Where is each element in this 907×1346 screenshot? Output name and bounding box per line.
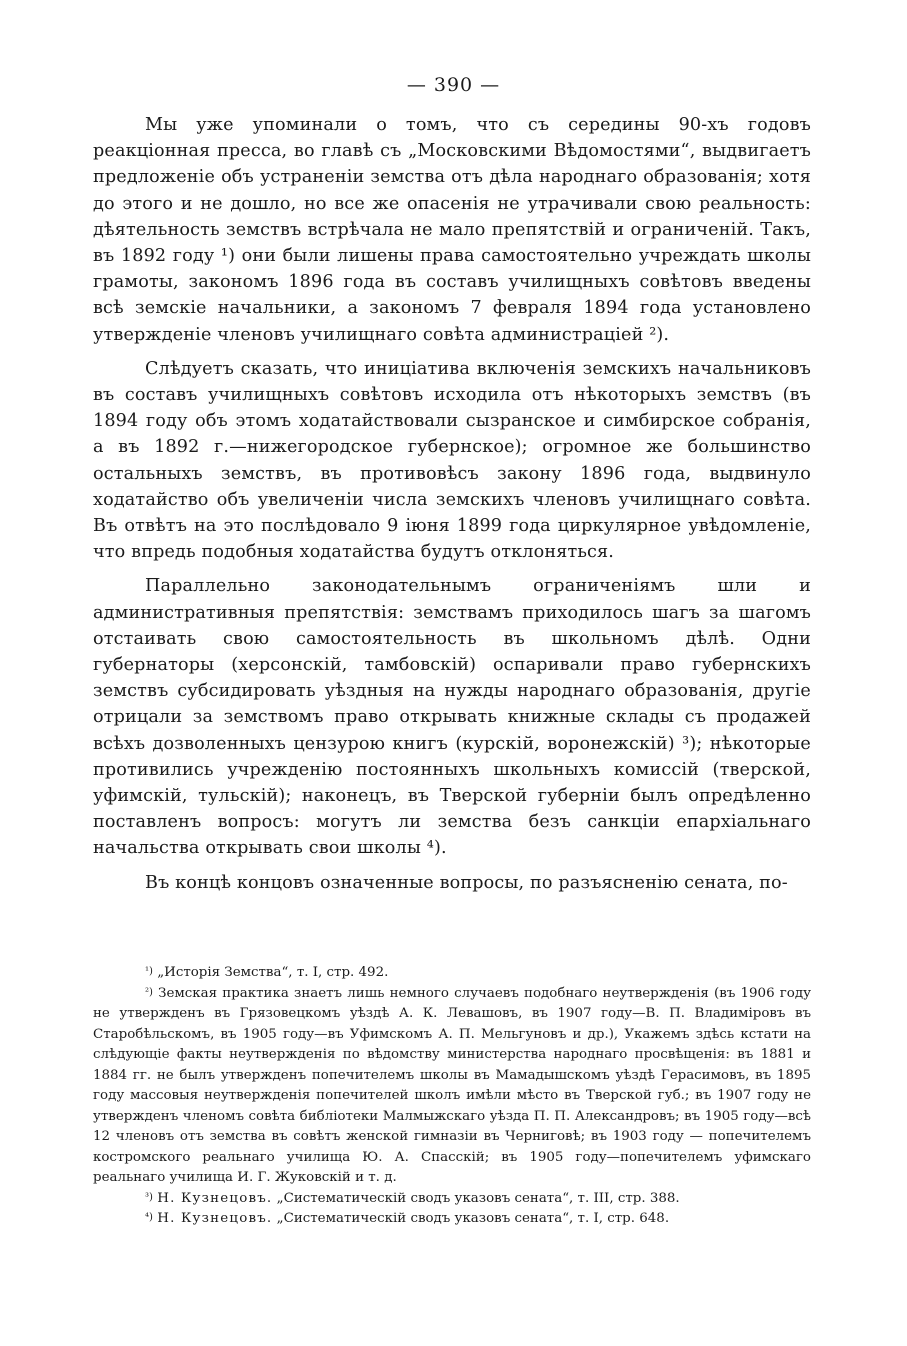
footnote-2 bbox=[93, 984, 811, 1189]
footnote-author: Н. Кузнецовъ. bbox=[157, 1211, 273, 1226]
footnote-1 bbox=[93, 963, 811, 984]
paragraph-2: Слѣдуетъ сказать, что иниціатива включенія земскихъ начальниковъ въ составъ училищныхъ совѣтовъ исходила отъ нѣкоторыхъ земствъ (въ 1894 году объ этомъ ходатайствовали сызранское и симбирское собранія, а въ 1892 г.—нижегородское губернское); огромное же большинство остальныхъ земствъ, въ противовѣсъ закону 1896 года, выдвинуло ходатайство объ увеличеніи числа земскихъ членовъ училищнаго совѣта. Въ отвѣтъ на это послѣдовало 9 іюня 1899 года циркулярное увѣдомленіе, что впредь подобныя ходатайства будутъ отклоняться. bbox=[93, 358, 811, 563]
footnote-mark: ³) bbox=[145, 1191, 153, 1203]
page-number: — 390 — bbox=[406, 74, 501, 96]
footnote-3 bbox=[93, 1189, 811, 1210]
footnote-text: „Систематическій сводъ указовъ сената“, т. III, стр. 388. bbox=[276, 1190, 680, 1206]
paragraph-3: Параллельно законодательнымъ ограниченіямъ шли и административныя препятствія: земствамъ приходилось шагъ за шагомъ отстаивать свою самостоятельность въ школьномъ дѣлѣ. Одни губернаторы (херсонскій, тамбовскій) оспаривали право губернскихъ земствъ субсидировать уѣздныя на нужды народнаго образованія, другіе отрицали за земствомъ право открывать книжные склады съ продажей всѣхъ дозволенныхъ цензурою книгъ (курскій, воронежскій) ³); нѣкоторые противились учрежденію постоянныхъ школьныхъ комиссій (тверской, уфимскій, тульскій); наконецъ, въ Тверской губерніи былъ опредѣленно поставленъ вопросъ: могутъ ли земства безъ санкціи епархіальнаго начальства открывать свои школы ⁴). bbox=[93, 576, 811, 859]
main-text bbox=[93, 112, 811, 904]
footnote-text: Земская практика знаетъ лишь немного случаевъ подобнаго неутвержденія (въ 1906 году не утвержденъ въ Грязовецкомъ уѣздѣ А. К. Левашовъ, въ 1907 году—В. П. Владиміровъ въ Старобѣльскомъ, въ 1905 году—въ Уфимскомъ А. П. Мельгуновъ и др.), Укажемъ здѣсь кстати на слѣдующіе факты неутвержденія по вѣдомству министерства народнаго просвѣщенія: въ 1881 и 1884 гг. не былъ утвержденъ попечителемъ школы въ Мамадышскомъ уѣздѣ Герасимовъ, въ 1895 году массовыя неутвержденія попечителей школъ имѣли мѣсто въ Тверской губ.; въ 1907 году не утвержденъ членомъ совѣта библіотеки Малмыжскаго уѣзда П. П. Александровъ; въ 1905 году—всѣ 12 членовъ отъ земства въ совѣтъ женской гимназіи въ Черниговѣ; въ 1903 году — попечителемъ костромского реальнаго училища Ю. А. Спасскій; въ 1905 году—попечителемъ уфимскаго реальнаго училища И. Г. Жуковскій и т. д. bbox=[93, 985, 811, 1185]
paragraph-1: Мы уже упоминали о томъ, что съ середины 90-хъ годовъ реакціонная пресса, во главѣ съ „Московскими Вѣдомостями“, выдвигаетъ предложеніе объ устраненіи земства отъ дѣла народнаго образованія; хотя до этого и не дошло, но все же опасенія не утрачивали свою реальность: дѣятельность земствъ встрѣчала не мало препятствій и ограниченій. Такъ, въ 1892 году ¹) они были лишены права самостоятельно учреждать школы грамоты, закономъ 1896 года въ составъ училищныхъ совѣтовъ введены всѣ земскіе начальники, а закономъ 7 февраля 1894 года установлено утвержденіе членовъ училищнаго совѣта администраціей ²). bbox=[93, 115, 811, 345]
paragraph-4: Въ концѣ концовъ означенные вопросы, по разъясненію сената, по- bbox=[145, 872, 788, 893]
footnote-mark: ⁴) bbox=[145, 1212, 153, 1223]
footnote-text: „Исторія Земства“, т. I, стр. 492. bbox=[157, 965, 389, 980]
footnote-mark: ¹) bbox=[145, 966, 153, 977]
footnote-mark: ²) bbox=[145, 986, 153, 998]
footnotes bbox=[93, 963, 811, 1230]
footnote-author: Н. Кузнецовъ. bbox=[157, 1190, 273, 1206]
footnote-text: „Систематическій сводъ указовъ сената“, т. I, стр. 648. bbox=[276, 1211, 670, 1226]
footnote-4 bbox=[93, 1209, 811, 1230]
